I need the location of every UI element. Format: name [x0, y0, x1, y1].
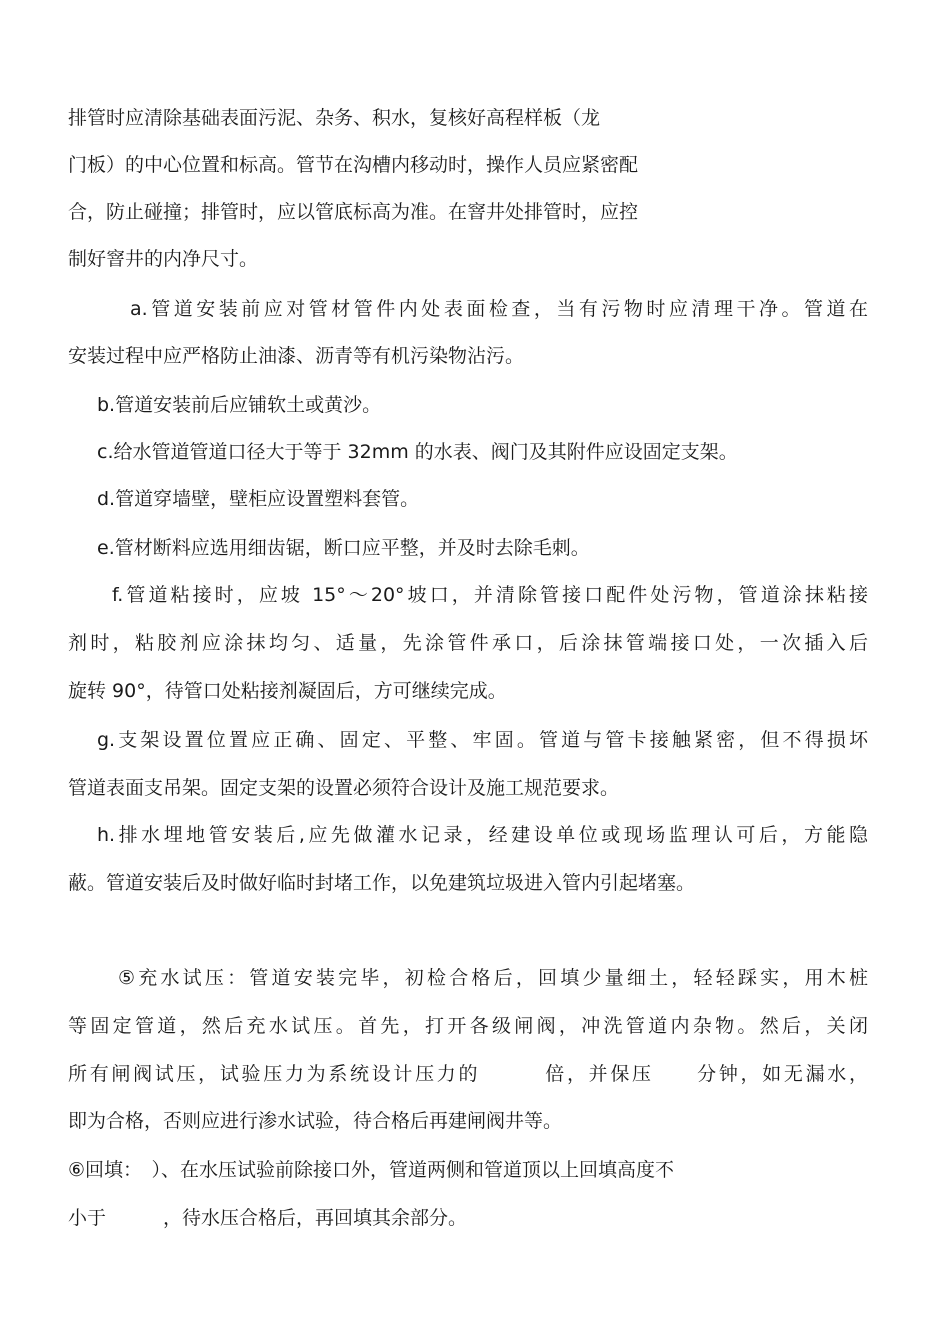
item-f-line-1: f.管道粘接时，应坡 15°～20°坡口，并清除管接口配件处污物，管道涂抹粘接 [112, 584, 868, 606]
section-6-line-1: ⑥回填： ）、在水压试验前除接口外，管道两侧和管道顶以上回填高度不 [68, 1159, 675, 1181]
item-h-line-2: 蔽。管道安装后及时做好临时封堵工作，以免建筑垃圾进入管内引起堵塞。 [68, 872, 696, 894]
item-g-line-2: 管道表面支吊架。固定支架的设置必须符合设计及施工规范要求。 [68, 777, 620, 799]
item-e: e.管材断料应选用细齿锯，断口应平整，并及时去除毛刺。 [97, 537, 590, 559]
item-a-line-1: a.管道安装前应对管材管件内处表面检查，当有污物时应清理干净。管道在 [130, 298, 868, 320]
item-d: d.管道穿墙壁，壁柜应设置塑料套管。 [97, 488, 420, 510]
section-6-line-2: 小于 ，待水压合格后，再回填其余部分。 [68, 1207, 468, 1229]
item-c: c.给水管道管道口径大于等于 32mm 的水表、阀门及其附件应设固定支架。 [97, 441, 738, 463]
section-5-line-2: 等固定管道，然后充水试压。首先，打开各级闸阀，冲洗管道内杂物。然后，关闭 [68, 1015, 868, 1037]
item-f-line-2: 剂时，粘胶剂应涂抹均匀、适量，先涂管件承口，后涂抹管端接口处，一次插入后 [68, 632, 868, 654]
item-h-line-1: h.排水埋地管安装后,应先做灌水记录，经建设单位或现场监理认可后，方能隐 [97, 824, 868, 846]
intro-line-2: 门板）的中心位置和标高。管节在沟槽内移动时，操作人员应紧密配 [68, 154, 639, 176]
section-5-line-1: ⑤充水试压：管道安装完毕，初检合格后，回填少量细土，轻轻踩实，用木桩 [118, 967, 868, 989]
section-5-line-4: 即为合格，否则应进行渗水试验，待合格后再建闸阀井等。 [68, 1110, 563, 1132]
item-a-line-2: 安装过程中应严格防止油漆、沥青等有机污染物沾污。 [68, 345, 525, 367]
intro-line-1: 排管时应清除基础表面污泥、杂务、积水，复核好高程样板（龙 [68, 107, 601, 129]
section-5-line-3: 所有闸阀试压，试验压力为系统设计压力的 倍，并保压 分钟，如无漏水， [68, 1063, 868, 1085]
intro-line-4: 制好窨井的内净尺寸。 [68, 248, 259, 270]
intro-line-3: 合，防止碰撞；排管时，应以管底标高为准。在窨井处排管时，应控 [68, 201, 639, 223]
item-b: b.管道安装前后应铺软土或黄沙。 [97, 394, 382, 416]
item-g-line-1: g.支架设置位置应正确、固定、平整、牢固。管道与管卡接触紧密，但不得损坏 [97, 729, 868, 751]
item-f-line-3: 旋转 90°，待管口处粘接剂凝固后，方可继续完成。 [68, 680, 507, 702]
